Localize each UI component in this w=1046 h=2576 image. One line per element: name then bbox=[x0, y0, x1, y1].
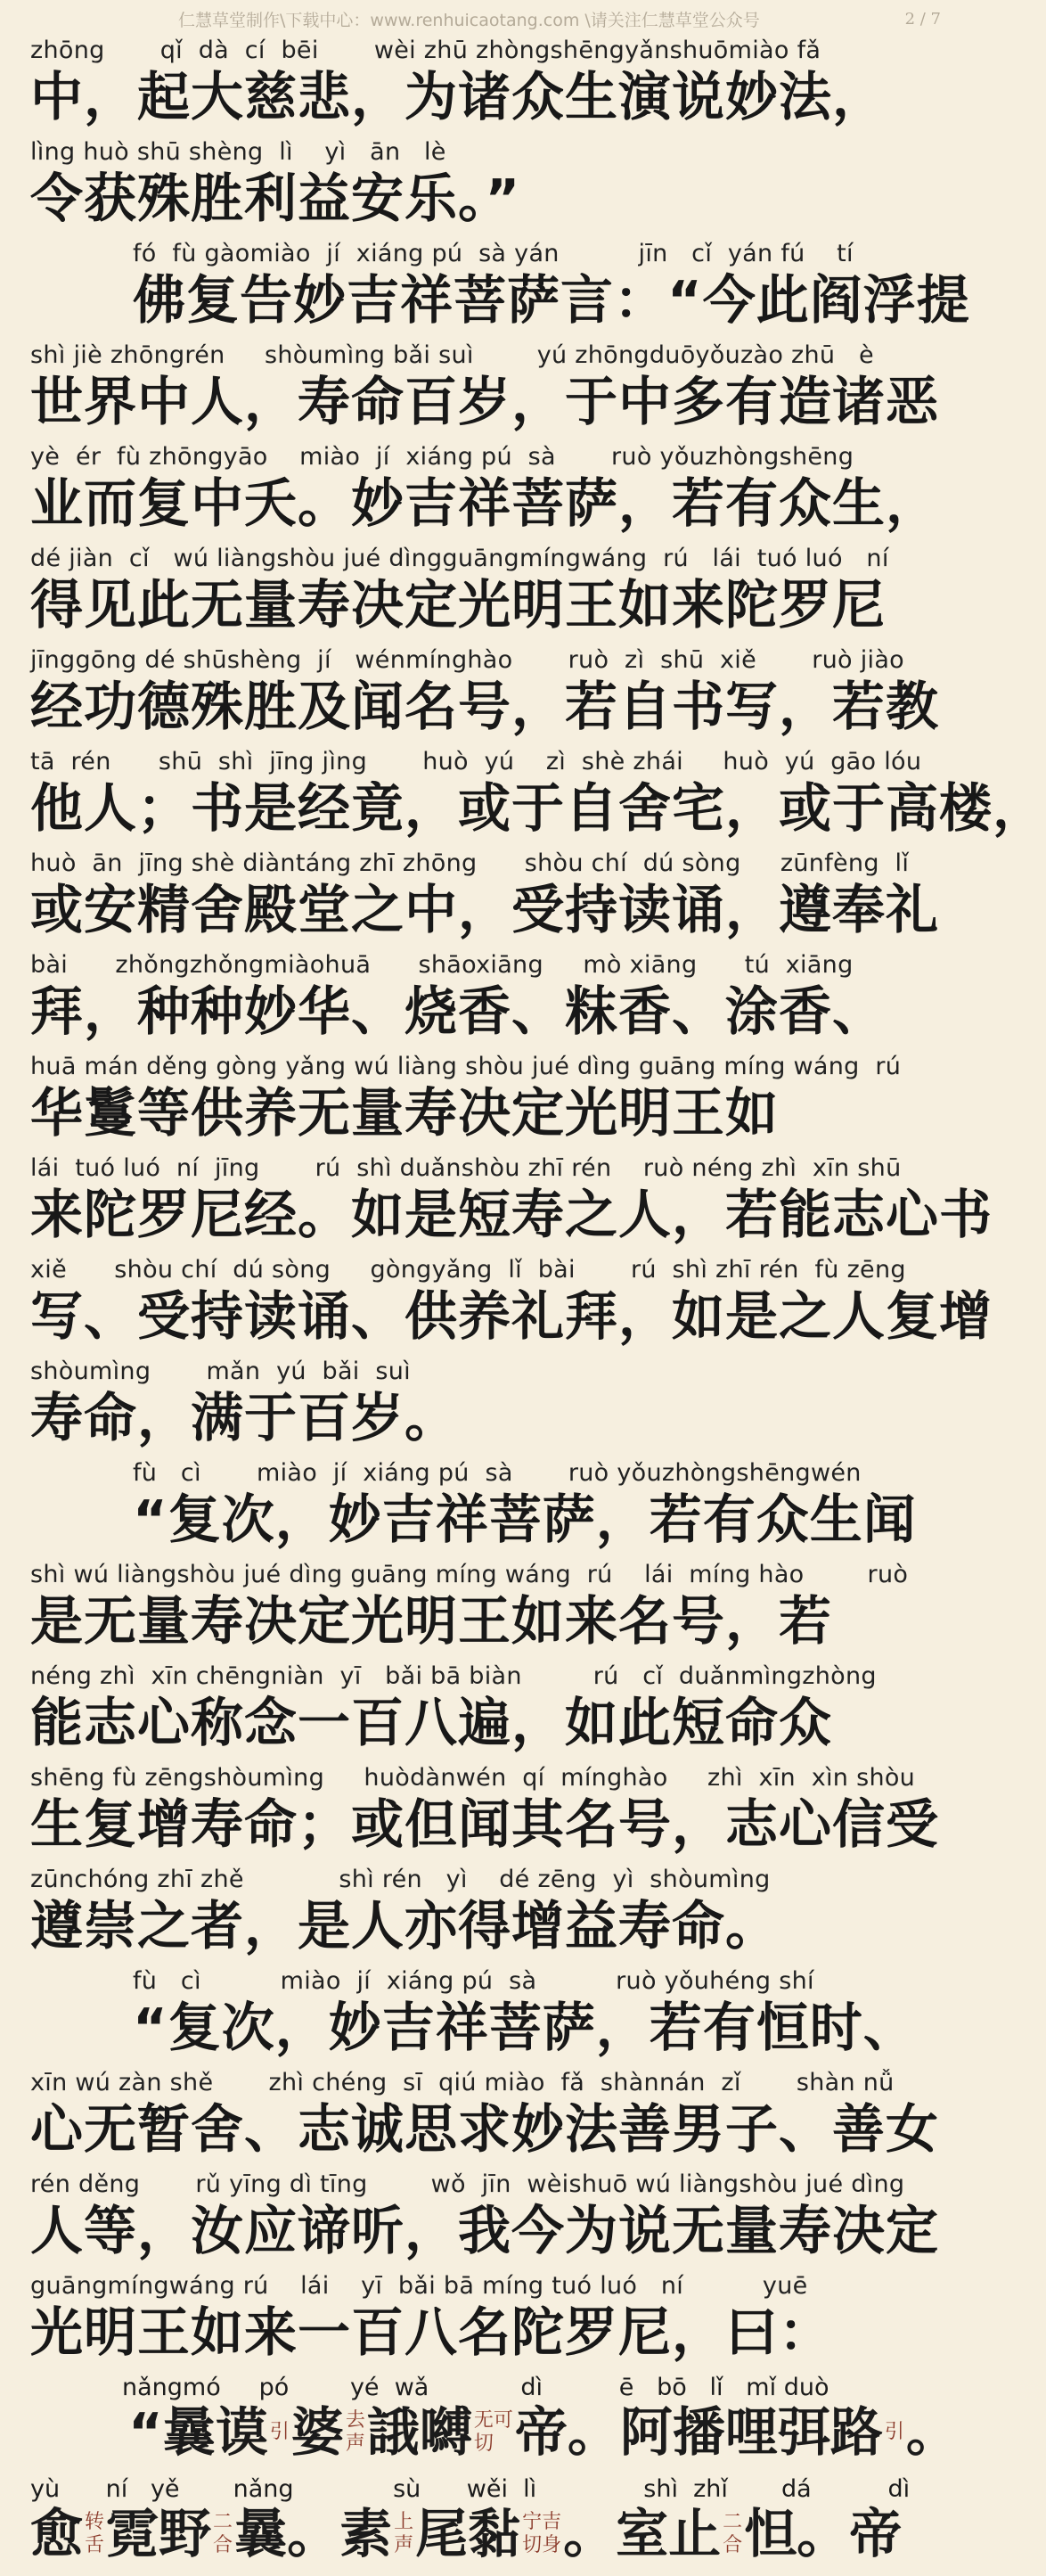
pinyin-line: guāngmíngwáng rú lái yī bǎi bā míng tuó luó ní yuē bbox=[30, 2272, 808, 2300]
hanzi-line: 他人；书是经竟，或于自舍宅，或于高楼， bbox=[30, 777, 1046, 839]
pronunciation-note: 二 合 bbox=[723, 2511, 743, 2556]
pinyin-line: nǎngmó pó yé wǎ dì ē bō lǐ mǐ duò bbox=[30, 2374, 829, 2401]
text-line bbox=[30, 849, 940, 950]
hanzi-line: “复次，妙吉祥菩萨，若有众生闻 bbox=[133, 1489, 917, 1550]
pronunciation-note: 转 舌 bbox=[85, 2511, 105, 2556]
pinyin-line: shēng fù zēngshòumìng huòdànwén qí mínghào zhì xīn xìn shòu bbox=[30, 1764, 916, 1792]
hanzi-line: 光明王如来一百八名陀罗尼，曰： bbox=[30, 2301, 833, 2363]
text-line bbox=[30, 137, 936, 239]
pinyin-line: lái tuó luó ní jīng rú shì duǎnshòu zhī rén ruò néng zhì xīn shū bbox=[30, 1154, 902, 1182]
header-title: 仁慧草堂制作\下载中心：www.renhuicaotang.com \请关注仁慧草堂公众号 bbox=[178, 10, 760, 30]
hanzi-line: 能志心称念一百八遍，如此短命众 bbox=[30, 1692, 833, 1753]
text-line bbox=[30, 1052, 936, 1153]
pinyin-line: shòumìng mǎn yú bǎi suì bbox=[30, 1358, 411, 1385]
pinyin-line: xīn wú zàn shě zhì chéng sī qiú miào fǎ shànnán zǐ shàn nǚ bbox=[30, 2069, 895, 2096]
hanzi-line: 心无暂舍、志诚思求妙法善男子、善女 bbox=[30, 2098, 940, 2160]
mantra-text: “曩谟 bbox=[128, 2401, 268, 2463]
pronunciation-note: 宁吉 切身 bbox=[522, 2511, 562, 2556]
mantra-text: 。室止 bbox=[563, 2503, 722, 2564]
text-line bbox=[30, 2068, 940, 2170]
mantra-text: 曩。素 bbox=[234, 2503, 393, 2564]
text-line bbox=[30, 747, 1046, 849]
pinyin-line: tā rén shū shì jīng jìng huò yú zì shè zhái huò yú gāo lóu bbox=[30, 748, 922, 775]
hanzi-line: “复次，妙吉祥菩萨，若有恒时、 bbox=[133, 1997, 917, 2058]
hanzi-line: 令获殊胜利益安乐。” bbox=[30, 168, 521, 229]
pronunciation-note: 引 bbox=[884, 2421, 904, 2443]
pinyin-line: fó fù gàomiào jí xiáng pú sà yán jīn cǐ yán fú tí bbox=[133, 240, 854, 267]
hanzi-line: 世界中人，寿命百岁，于中多有造诸恶 bbox=[30, 371, 940, 432]
pronunciation-note: 无可 切 bbox=[473, 2409, 513, 2455]
mantra-hanzi-line bbox=[30, 2401, 959, 2463]
pinyin-line: lìng huò shū shèng lì yì ān lè bbox=[30, 138, 446, 166]
pinyin-line: huò ān jīng shè diàntáng zhī zhōng shòu chí dú sòng zūnfèng lǐ bbox=[30, 849, 910, 877]
hanzi-line: 人等，汝应谛听，我今为说无量寿决定 bbox=[30, 2200, 940, 2261]
pronunciation-note: 上 声 bbox=[394, 2511, 414, 2556]
pinyin-line: fù cì miào jí xiáng pú sà ruò yǒuhéng shí bbox=[133, 1967, 814, 1995]
text-line bbox=[30, 1458, 936, 1560]
pinyin-line: yè ér fù zhōngyāo miào jí xiáng pú sà ruò yǒuzhòngshēng bbox=[30, 443, 854, 471]
text-line bbox=[30, 1865, 936, 1966]
text-line bbox=[30, 2170, 940, 2271]
hanzi-line: 写、受持读诵、供养礼拜，如是之人复增 bbox=[30, 1285, 993, 1347]
hanzi-line: 遵崇之者，是人亦得增益寿命。 bbox=[30, 1895, 780, 1957]
hanzi-line: 华鬘等供养无量寿决定光明王如 bbox=[30, 1082, 780, 1144]
hanzi-line: 生复增寿命；或但闻其名号，志心信受 bbox=[30, 1793, 940, 1855]
text-line bbox=[30, 36, 936, 137]
mantra-text: 霓野 bbox=[106, 2503, 212, 2564]
pinyin-line: shì wú liàngshòu jué dìng guāng míng wáng rú lái míng hào ruò bbox=[30, 1561, 909, 1588]
pinyin-line: bài zhǒngzhǒngmiàohuā shāoxiāng mò xiāng tú xiāng bbox=[30, 951, 854, 979]
text-line bbox=[30, 1255, 993, 1357]
text-line bbox=[30, 1153, 993, 1255]
pinyin-line: jīnggōng dé shūshèng jí wénmínghào ruò zì shū xiě ruò jiào bbox=[30, 646, 904, 674]
mantra-text: 尾黏 bbox=[415, 2503, 521, 2564]
mantra-text: 愈 bbox=[30, 2503, 84, 2564]
sutra-text bbox=[30, 36, 1046, 2576]
hanzi-line: 来陀罗尼经。如是短寿之人，若能志心书 bbox=[30, 1184, 993, 1245]
hanzi-line: 业而复中夭。妙吉祥菩萨，若有众生， bbox=[30, 472, 940, 534]
hanzi-line: 经功德殊胜及闻名号，若自书写，若教 bbox=[30, 676, 940, 737]
mantra-hanzi-line bbox=[30, 2505, 936, 2564]
text-line bbox=[30, 950, 936, 1052]
pinyin-line: zhōng qǐ dà cí bēi wèi zhū zhòngshēngyǎnshuōmiào fǎ bbox=[30, 37, 821, 64]
hanzi-line: 拜，种种妙华、烧香、粖香、涂香、 bbox=[30, 980, 887, 1042]
pronunciation-note: 去 声 bbox=[345, 2409, 365, 2455]
text-line bbox=[30, 442, 940, 544]
pinyin-line: xiě shòu chí dú sòng gòngyǎng lǐ bài rú shì zhī rén fù zēng bbox=[30, 1256, 906, 1284]
pinyin-line: rén děng rǔ yīng dì tīng wǒ jīn wèishuō wú liàngshòu jué dìng bbox=[30, 2170, 905, 2198]
text-line bbox=[30, 1661, 936, 1763]
pinyin-line: yù ní yě nǎng sù wěi lì shì zhǐ dá dì bbox=[30, 2475, 911, 2503]
hanzi-line: 佛复告妙吉祥菩萨言：“今此阎浮提 bbox=[133, 269, 970, 331]
pronunciation-note: 引 bbox=[269, 2421, 290, 2443]
text-line bbox=[30, 1763, 940, 1865]
pinyin-line: zūnchóng zhī zhě shì rén yì dé zēng yì shòumìng bbox=[30, 1866, 771, 1893]
pronunciation-note: 二 合 bbox=[213, 2511, 233, 2556]
text-line bbox=[30, 2271, 936, 2373]
page-header bbox=[0, 0, 962, 37]
text-line bbox=[30, 340, 940, 442]
page-number: 2 / 7 bbox=[904, 9, 941, 29]
text-line bbox=[30, 239, 970, 340]
text-line bbox=[30, 1560, 936, 1661]
text-line bbox=[30, 544, 936, 645]
hanzi-line: 是无量寿决定光明王如来名号，若 bbox=[30, 1590, 833, 1652]
mantra-text: 。 bbox=[905, 2401, 959, 2463]
pinyin-line: néng zhì xīn chēngniàn yī bǎi bā biàn rú cǐ duǎnmìngzhòng bbox=[30, 1662, 877, 1690]
pinyin-line: huā mán děng gòng yǎng wú liàng shòu jué dìng guāng míng wáng rú bbox=[30, 1053, 902, 1080]
mantra-text: 怛。帝 bbox=[744, 2503, 903, 2564]
mantra-text: 婆 bbox=[290, 2401, 344, 2463]
text-line bbox=[30, 1966, 936, 2068]
pinyin-line: dé jiàn cǐ wú liàngshòu jué dìngguāngmíngwáng rú lái tuó luó ní bbox=[30, 545, 889, 572]
mantra-line-2 bbox=[30, 2474, 936, 2576]
pinyin-line: fù cì miào jí xiáng pú sà ruò yǒuzhòngshēngwén bbox=[133, 1459, 862, 1487]
hanzi-line: 或安精舍殿堂之中，受持读诵，遵奉礼 bbox=[30, 879, 940, 940]
mantra-line-1 bbox=[30, 2373, 959, 2474]
pinyin-line: shì jiè zhōngrén shòumìng bǎi suì yú zhōngduōyǒuzào zhū è bbox=[30, 341, 874, 369]
hanzi-line: 寿命，满于百岁。 bbox=[30, 1387, 459, 1448]
mantra-text: 帝。阿播哩弭路 bbox=[514, 2401, 883, 2463]
text-line bbox=[30, 645, 940, 747]
hanzi-line: 中，起大慈悲，为诸众生演说妙法， bbox=[30, 66, 887, 127]
text-line bbox=[30, 1357, 936, 1458]
hanzi-line: 得见此无量寿决定光明王如来陀罗尼 bbox=[30, 574, 887, 636]
mantra-text: 誐嚩 bbox=[366, 2401, 472, 2463]
